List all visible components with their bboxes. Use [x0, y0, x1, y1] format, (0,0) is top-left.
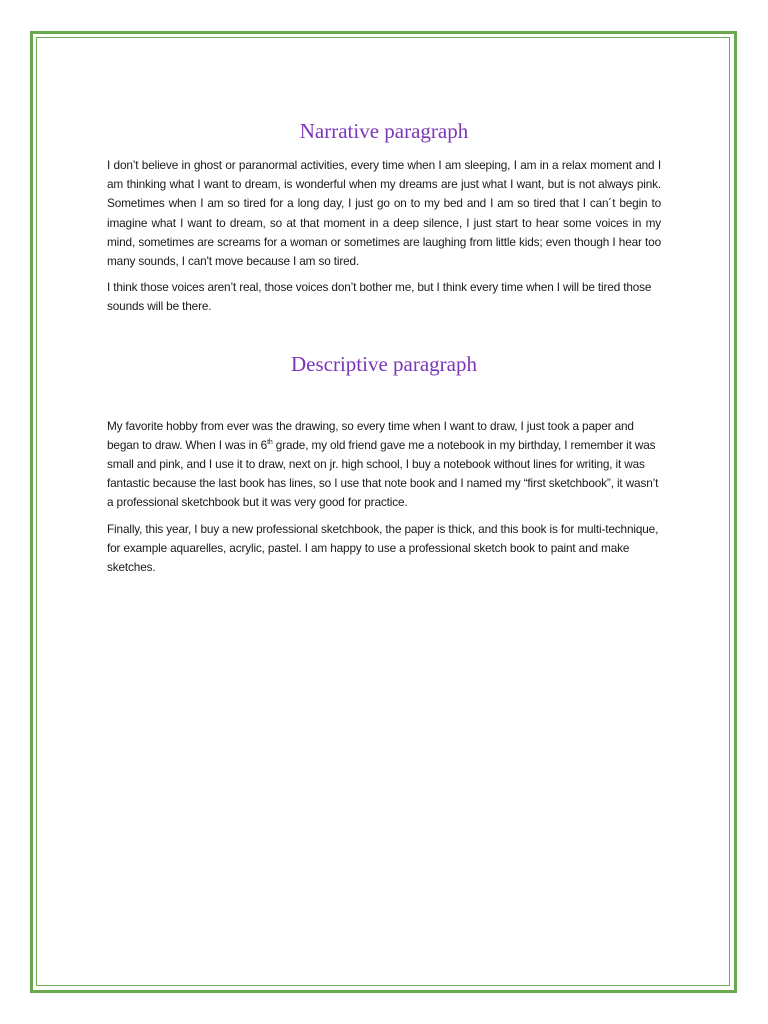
descriptive-paragraph-2: Finally, this year, I buy a new professional sketchbook, the paper is thick, and this book is for multi-technique, for example aquarelles, acrylic, pastel. I am happy to use a professional sketch book to paint and make sketches. — [107, 521, 659, 575]
document-content — [107, 116, 661, 584]
descriptive-paragraph-1-start: My favorite hobby from ever was the drawing, so every time when I want to draw, I just took a paper and began to draw. When I was in 6 — [107, 418, 634, 452]
descriptive-paragraph-1 — [107, 417, 661, 513]
narrative-paragraph-2: I think those voices aren’t real, those voices don’t bother me, but I think every time when I will be tired those sounds will be there. — [107, 280, 652, 314]
descriptive-paragraph-1-end: grade, my old friend gave me a notebook in my birthday, I remember it was small and pink, and I use it to draw, next on jr. high school, I buy a notebook without lines for writing, it was fantastic because the last book has lines, so I use that note book and I named my “first sketchbook”, it wasn’t a professional sketchbook but it was very good for practice. — [107, 437, 659, 510]
descriptive-title: Descriptive paragraph — [291, 351, 477, 376]
narrative-title: Narrative paragraph — [299, 119, 469, 143]
narrative-paragraph-1: I don’t believe in ghost or paranormal activities, every time when I am sleeping, I am in a relax moment and I am thinking what I want to dream, is wonderful when my dreams are just what I want, but is not always pink. Sometimes when I am so tired for a long day, I just go on to my bed and I am so tired that I can´t begin to imagine what I want to dream, so at that moment in a deep silence, I just start to hear some voices in my mind, sometimes are screams for a woman or sometimes are laughing from little kids; even though I hear too many sounds, I can't move because I am so tired. — [107, 158, 661, 269]
ordinal-suffix: th — [267, 438, 273, 446]
